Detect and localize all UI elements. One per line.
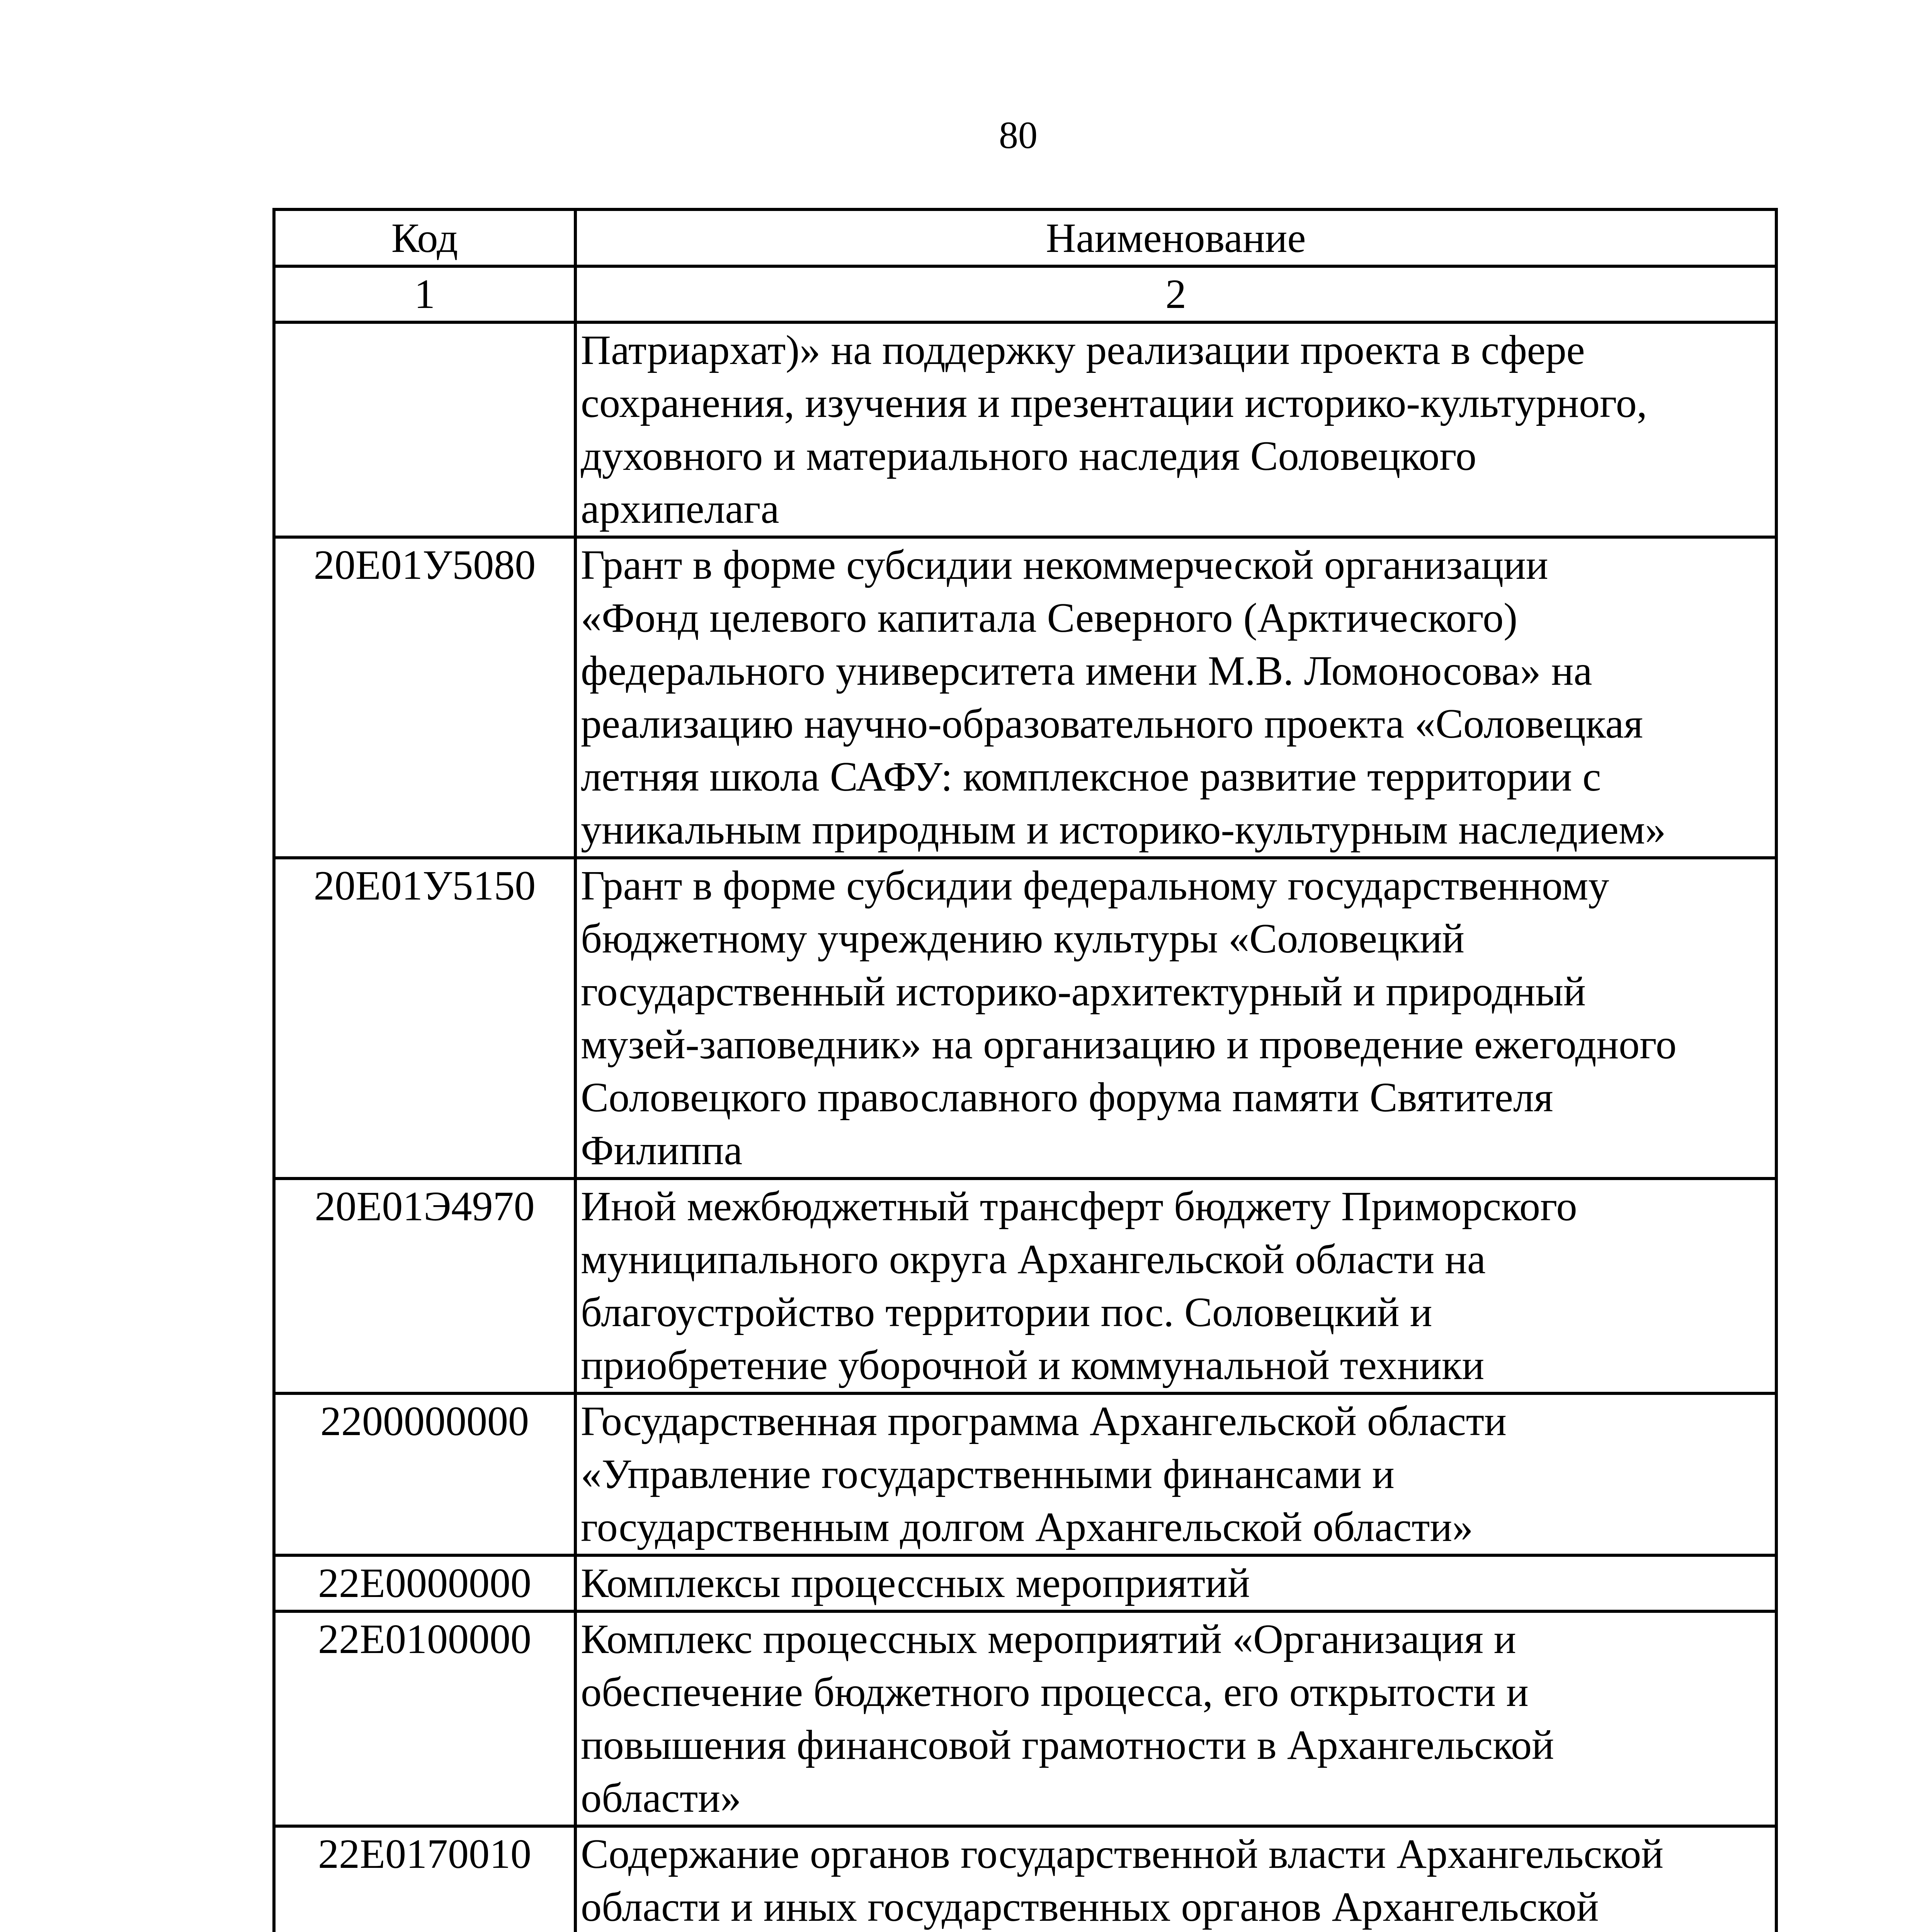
table-row — [274, 1393, 1776, 1555]
row-name-line: Соловецкого православного форума памяти Святителя — [581, 1075, 1553, 1121]
budget-code-table — [272, 208, 1778, 1932]
row-name-line: «Фонд целевого капитала Северного (Арктического) — [581, 595, 1518, 641]
row-name — [575, 322, 1776, 537]
row-code: 22Е0000000 — [274, 1555, 575, 1611]
row-name-line: архипелага — [581, 486, 779, 532]
row-name-line: Грант в форме субсидии некоммерческой организации — [581, 542, 1548, 588]
row-name-line: Комплексы процессных мероприятий — [581, 1560, 1250, 1606]
table-row — [274, 858, 1776, 1179]
column-number-1: 1 — [274, 266, 575, 322]
row-name-line: обеспечение бюджетного процесса, его открытости и — [581, 1669, 1529, 1715]
table-row — [274, 1179, 1776, 1393]
row-code: 20Е01У5150 — [274, 858, 575, 1179]
row-name — [575, 1393, 1776, 1555]
row-name — [575, 1555, 1776, 1611]
row-name-line: государственным долгом Архангельской области» — [581, 1504, 1473, 1550]
row-name-line: федерального университета имени М.В. Ломоносова» на — [581, 648, 1592, 694]
row-name-line: области и иных государственных органов Архангельской — [581, 1884, 1599, 1930]
column-number-row — [274, 266, 1776, 322]
row-name-line: Содержание органов государственной власти Архангельской — [581, 1831, 1664, 1877]
row-name — [575, 1611, 1776, 1826]
row-name-line: бюджетному учреждению культуры «Соловецкий — [581, 916, 1465, 962]
row-code: 22Е0100000 — [274, 1611, 575, 1826]
row-name-line: муниципального округа Архангельской области на — [581, 1236, 1486, 1282]
row-name-line: летняя школа САФУ: комплексное развитие территории с — [581, 754, 1601, 800]
table-row — [274, 322, 1776, 537]
row-name-line: «Управление государственными финансами и — [581, 1451, 1395, 1497]
row-name — [575, 1826, 1776, 1932]
row-code: 20Е01У5080 — [274, 537, 575, 858]
row-name-line: государственный историко-архитектурный и природный — [581, 969, 1586, 1015]
row-name-line: области» — [581, 1775, 742, 1821]
row-name-line: духовного и материального наследия Соловецкого — [581, 433, 1476, 479]
row-name — [575, 537, 1776, 858]
row-name-line: реализацию научно-образовательного проекта «Соловецкая — [581, 701, 1643, 747]
header-code: Код — [274, 209, 575, 266]
row-name — [575, 858, 1776, 1179]
row-name-line: Филиппа — [581, 1128, 743, 1173]
row-name — [575, 1179, 1776, 1393]
page-number: 80 — [999, 114, 1038, 156]
table-row — [274, 1826, 1776, 1932]
row-name-line: Государственная программа Архангельской области — [581, 1398, 1507, 1444]
row-name-line: Комплекс процессных мероприятий «Организация и — [581, 1616, 1516, 1662]
row-name-line: повышения финансовой грамотности в Архангельской — [581, 1722, 1554, 1768]
row-code — [274, 322, 575, 537]
row-code: 20Е01Э4970 — [274, 1179, 575, 1393]
table-header-row — [274, 209, 1776, 266]
row-name-line: уникальным природным и историко-культурным наследием» — [581, 807, 1666, 853]
row-name-line: Иной межбюджетный трансферт бюджету Приморского — [581, 1184, 1577, 1230]
row-name-line: сохранения, изучения и презентации историко-культурного, — [581, 380, 1647, 426]
table-row — [274, 1555, 1776, 1611]
row-name-line: музей-заповедник» на организацию и проведение ежегодного — [581, 1022, 1677, 1068]
table-row — [274, 1611, 1776, 1826]
row-name-line: Грант в форме субсидии федеральному государственному — [581, 863, 1609, 909]
row-name-line: благоустройство территории пос. Соловецкий и — [581, 1289, 1432, 1335]
table-row — [274, 537, 1776, 858]
row-code: 2200000000 — [274, 1393, 575, 1555]
column-number-2: 2 — [575, 266, 1776, 322]
row-name-line: приобретение уборочной и коммунальной техники — [581, 1342, 1485, 1388]
header-name: Наименование — [575, 209, 1776, 266]
row-code: 22Е0170010 — [274, 1826, 575, 1932]
row-name-line: Патриархат)» на поддержку реализации проекта в сфере — [581, 327, 1585, 373]
